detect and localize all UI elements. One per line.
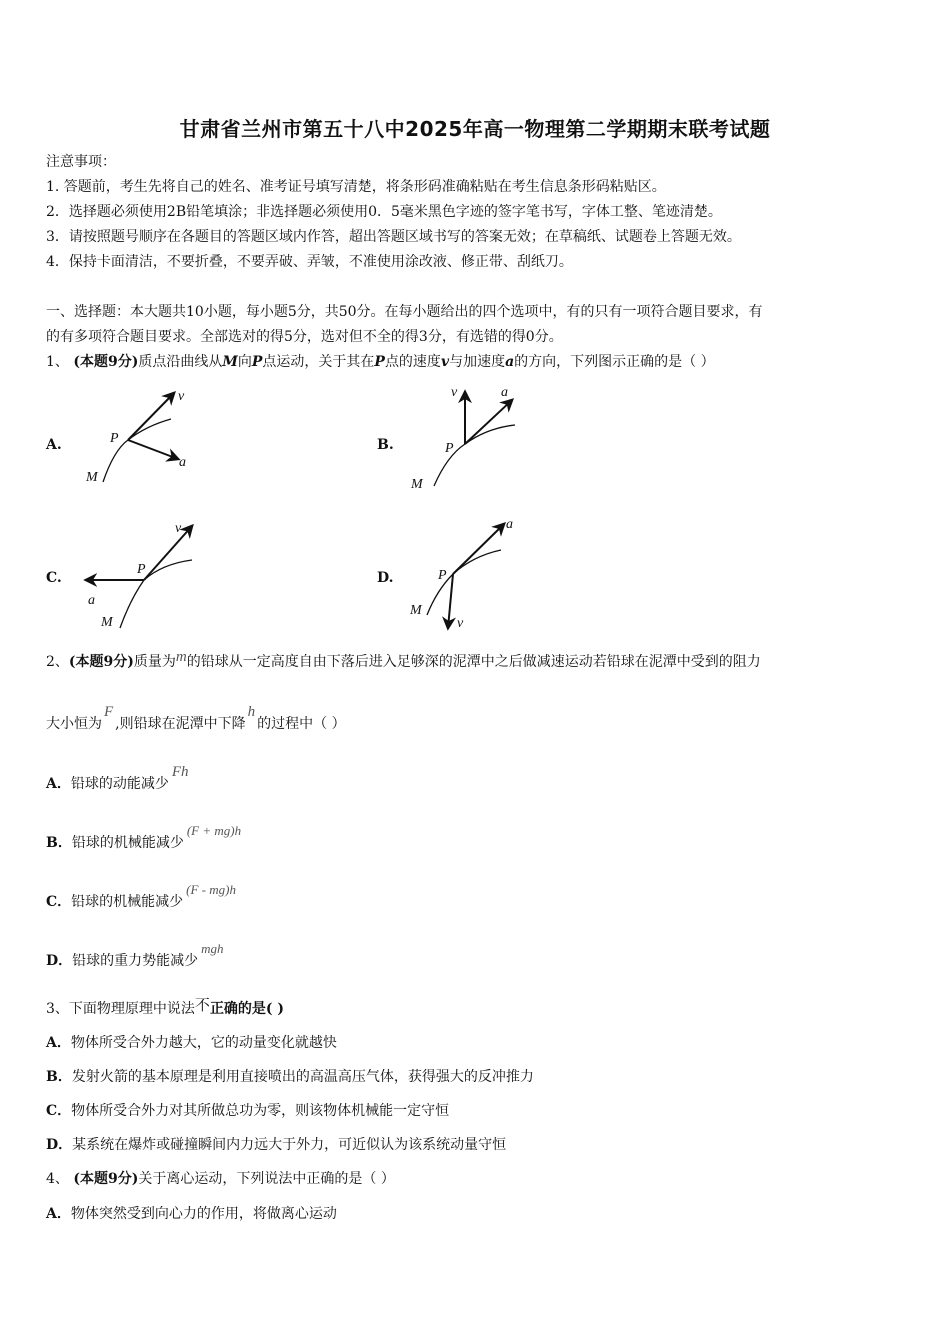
acceleration-arrow xyxy=(453,524,504,574)
q2-option-a-label: A． xyxy=(46,776,71,792)
q3-option-c xyxy=(46,1102,449,1120)
page-title: 甘肃省兰州市第五十八中2025年高一物理第二学期期末联考试题 xyxy=(179,117,771,141)
velocity-arrow xyxy=(144,526,192,580)
q3-text: 正确的是( ) xyxy=(209,1001,285,1017)
q3-option-a-label: A． xyxy=(46,1035,71,1051)
q2-option-b-label: B． xyxy=(46,835,72,851)
q1-option-d-label: D. xyxy=(377,570,394,586)
q1-option-b-label: B. xyxy=(377,437,394,453)
acceleration-arrow xyxy=(465,400,512,444)
point-p-label: P xyxy=(110,431,119,446)
q2-option-a xyxy=(46,764,189,793)
q2-option-a-expr: Fh xyxy=(171,764,189,780)
q2-text: ,则铅球在泥潭中下降 xyxy=(115,716,246,732)
q2-text: 质量为 xyxy=(133,654,176,670)
point-m-label: M xyxy=(86,470,98,485)
q2-stem-line-2 xyxy=(46,704,346,733)
q1-option-d-figure xyxy=(405,512,535,632)
q3-option-d-text: 某系统在爆炸或碰撞瞬间内力远大于外力，可近似认为该系统动量守恒 xyxy=(72,1137,507,1153)
acceleration-label: a xyxy=(501,385,508,400)
point-p-label: P xyxy=(137,562,146,577)
q2-option-d-expr: mgh xyxy=(201,941,224,956)
q4-score: (本题9分) xyxy=(73,1171,139,1187)
q2-option-b xyxy=(46,823,242,852)
section-intro-line-2: 的有多项符合题目要求。全部选对的得5分，选对但不全的得3分，有选错的得0分。 xyxy=(46,329,563,345)
q1-text: 点运动，关于其在 xyxy=(262,354,375,370)
q1-text: 向 xyxy=(237,354,252,370)
q2-text: 大小恒为 xyxy=(46,716,102,732)
acceleration-arrow xyxy=(128,440,178,459)
q4-option-a-label: A． xyxy=(46,1206,71,1222)
q1-var-p: P xyxy=(374,354,385,370)
q1-text: 的方向，下列图示正确的是（ ） xyxy=(514,354,715,370)
point-m-label: M xyxy=(410,603,422,618)
q3-option-c-text: 物体所受合外力对其所做总功为零，则该物体机械能一定守恒 xyxy=(71,1103,450,1119)
q3-option-d xyxy=(46,1136,506,1154)
q1-option-c-label: C. xyxy=(46,570,62,586)
notice-item-2: 2．选择题必须使用2B铅笔填涂；非选择题必须使用0．5毫米黑色字迹的签字笔书写，字体工整、笔迹清楚。 xyxy=(46,204,722,220)
notice-item-4: 4．保持卡面清洁，不要折叠，不要弄破、弄皱，不准使用涂改液、修正带、刮纸刀。 xyxy=(46,254,573,270)
q1-text: 质点沿曲线从 xyxy=(138,354,223,370)
velocity-label: v xyxy=(175,521,182,536)
acceleration-label: a xyxy=(88,593,95,608)
notice-item-3: 3．请按照题号顺序在各题目的答题区域内作答，超出答题区域书写的答案无效；在草稿纸、试题卷上答题无效。 xyxy=(46,229,741,245)
q2-option-b-text: 铅球的机械能减少 xyxy=(71,835,184,851)
trajectory-curve xyxy=(120,560,192,628)
section-intro-line-1: 一、选择题：本大题共10小题，每小题5分，共50分。在每小题给出的四个选项中，有的只有一项符合题目要求，有 xyxy=(46,304,763,320)
q1-text: 点的速度 xyxy=(384,354,441,370)
q2-option-b-expr: (F + mg)h xyxy=(186,823,242,838)
q2-number: 2、 xyxy=(46,654,69,670)
q1-var-v: v xyxy=(440,354,450,370)
q1-var-m: M xyxy=(222,354,238,370)
q3-not-emphasis: 不 xyxy=(194,996,210,1014)
q2-option-c xyxy=(46,882,236,911)
q2-option-c-expr: (F - mg)h xyxy=(186,882,236,897)
q2-option-c-text: 铅球的机械能减少 xyxy=(71,894,184,910)
q4-option-a-text: 物体突然受到向心力的作用，将做离心运动 xyxy=(70,1206,337,1222)
q3-option-b-text: 发射火箭的基本原理是利用直接喷出的高温高压气体，获得强大的反冲推力 xyxy=(71,1069,534,1085)
q4-text: 关于离心运动，下列说法中正确的是（ ） xyxy=(138,1171,395,1187)
point-p-label: P xyxy=(445,441,454,456)
q2-var-h: h xyxy=(247,704,256,720)
q3-option-d-label: D． xyxy=(46,1137,73,1153)
q1-option-b-figure xyxy=(405,378,535,498)
q2-var-m: m xyxy=(175,649,187,665)
q1-var-a: a xyxy=(505,354,515,370)
q2-text: 的过程中（ ） xyxy=(257,716,346,732)
q2-option-a-text: 铅球的动能减少 xyxy=(70,776,169,792)
acceleration-label: a xyxy=(506,517,513,532)
velocity-label: v xyxy=(457,616,464,631)
point-m-label: M xyxy=(411,477,423,492)
notice-item-1: 1. 答题前，考生先将自己的姓名、准考证号填写清楚，将条形码准确粘贴在考生信息条形码粘贴区。 xyxy=(46,179,666,195)
q1-var-p: P xyxy=(251,354,263,370)
q2-text: 的铅球从一定高度自由下落后进入足够深的泥潭中之后做减速运动若铅球在泥潭中受到的阻力 xyxy=(186,654,761,670)
q2-option-c-label: C． xyxy=(46,894,72,910)
q3-option-a-text: 物体所受合外力越大，它的动量变化就越快 xyxy=(70,1035,337,1051)
trajectory-curve xyxy=(103,419,171,482)
q4-number: 4、 xyxy=(46,1171,69,1187)
notice-heading: 注意事项： xyxy=(46,154,116,170)
q2-stem-line-1 xyxy=(46,649,761,671)
q2-option-d-text: 铅球的重力势能减少 xyxy=(72,953,199,969)
q3-option-a xyxy=(46,1034,337,1052)
velocity-label: v xyxy=(178,389,185,404)
q3-option-b xyxy=(46,1068,534,1086)
q3-stem xyxy=(46,996,285,1018)
q1-option-a-label: A. xyxy=(46,437,62,453)
q2-score: (本题9分) xyxy=(68,654,134,670)
q2-option-d-label: D． xyxy=(46,953,73,969)
q4-option-a xyxy=(46,1205,337,1223)
q1-option-a-figure xyxy=(78,382,208,492)
q3-option-c-label: C． xyxy=(46,1103,72,1119)
q4-stem xyxy=(46,1170,395,1188)
q1-text: 与加速度 xyxy=(449,354,506,370)
velocity-label: v xyxy=(451,385,458,400)
q1-number: 1、 xyxy=(46,354,69,370)
point-m-label: M xyxy=(101,615,113,630)
velocity-arrow xyxy=(448,574,453,628)
q2-var-f: F xyxy=(104,704,114,720)
q1-score: (本题9分) xyxy=(73,354,139,370)
q3-option-b-label: B． xyxy=(46,1069,72,1085)
q1-stem xyxy=(46,353,715,371)
q2-option-d xyxy=(46,941,224,970)
point-p-label: P xyxy=(438,568,447,583)
q3-text: 3、下面物理原理中说法 xyxy=(46,1001,195,1017)
q1-option-c-figure xyxy=(80,516,210,631)
velocity-arrow xyxy=(128,393,174,440)
acceleration-label: a xyxy=(179,455,186,470)
